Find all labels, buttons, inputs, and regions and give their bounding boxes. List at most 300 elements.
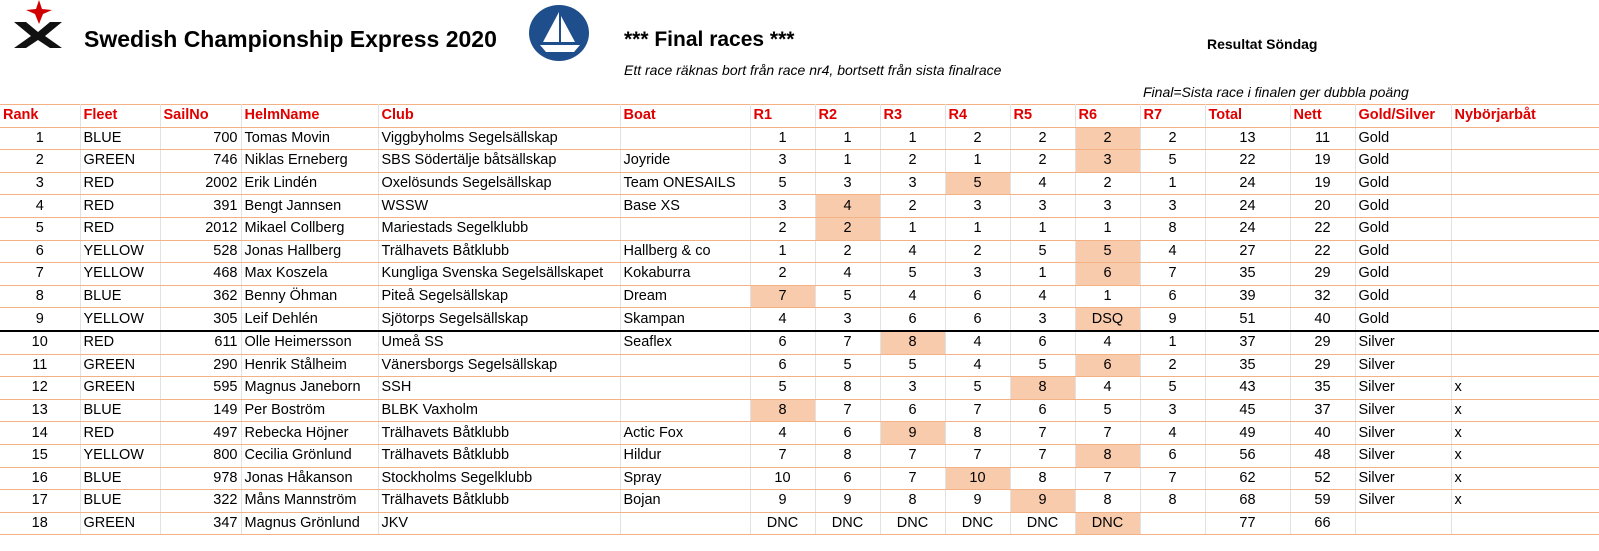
col-header-r1[interactable]: R1 (750, 105, 815, 128)
cell-helmname[interactable]: Max Koszela (241, 263, 378, 286)
cell-total[interactable]: 39 (1205, 285, 1290, 308)
cell-gold-silver[interactable]: Gold (1355, 195, 1451, 218)
cell-r4[interactable]: DNC (945, 512, 1010, 535)
cell-total[interactable]: 13 (1205, 127, 1290, 150)
cell-total[interactable]: 24 (1205, 217, 1290, 240)
cell-nyborjarbat[interactable] (1451, 354, 1599, 377)
col-header-rank[interactable]: Rank (0, 105, 80, 128)
cell-r5[interactable]: 4 (1010, 285, 1075, 308)
cell-nett[interactable]: 48 (1290, 444, 1355, 467)
cell-club[interactable]: JKV (378, 512, 620, 535)
cell-boat[interactable]: Seaflex (620, 331, 750, 354)
cell-r7[interactable]: 2 (1140, 354, 1205, 377)
cell-sailno[interactable]: 2012 (160, 217, 241, 240)
cell-rank[interactable]: 13 (0, 399, 80, 422)
cell-rank[interactable]: 3 (0, 172, 80, 195)
cell-r2[interactable]: 4 (815, 195, 880, 218)
cell-r2[interactable]: 9 (815, 490, 880, 513)
cell-r4[interactable]: 1 (945, 217, 1010, 240)
cell-r7[interactable]: 3 (1140, 399, 1205, 422)
cell-total[interactable]: 68 (1205, 490, 1290, 513)
cell-r3[interactable]: 8 (880, 490, 945, 513)
cell-r4[interactable]: 1 (945, 150, 1010, 173)
cell-helmname[interactable]: Tomas Movin (241, 127, 378, 150)
cell-boat[interactable]: Team ONESAILS (620, 172, 750, 195)
cell-gold-silver[interactable]: Gold (1355, 217, 1451, 240)
cell-nett[interactable]: 29 (1290, 354, 1355, 377)
cell-rank[interactable]: 16 (0, 467, 80, 490)
cell-r2[interactable]: 3 (815, 172, 880, 195)
cell-r4[interactable]: 6 (945, 285, 1010, 308)
cell-r3[interactable]: 6 (880, 399, 945, 422)
cell-r7[interactable]: 8 (1140, 490, 1205, 513)
cell-helmname[interactable]: Magnus Grönlund (241, 512, 378, 535)
cell-r5[interactable]: 2 (1010, 150, 1075, 173)
cell-nyborjarbat[interactable] (1451, 172, 1599, 195)
cell-rank[interactable]: 14 (0, 422, 80, 445)
cell-fleet[interactable]: YELLOW (80, 263, 160, 286)
cell-r4[interactable]: 4 (945, 354, 1010, 377)
cell-fleet[interactable]: GREEN (80, 512, 160, 535)
cell-nyborjarbat[interactable] (1451, 308, 1599, 331)
cell-nyborjarbat[interactable] (1451, 150, 1599, 173)
cell-total[interactable]: 62 (1205, 467, 1290, 490)
cell-sailno[interactable]: 391 (160, 195, 241, 218)
cell-r1[interactable]: 3 (750, 195, 815, 218)
col-header-nett[interactable]: Nett (1290, 105, 1355, 128)
cell-r4[interactable]: 8 (945, 422, 1010, 445)
cell-fleet[interactable]: RED (80, 172, 160, 195)
cell-total[interactable]: 77 (1205, 512, 1290, 535)
cell-boat[interactable]: Hallberg & co (620, 240, 750, 263)
cell-rank[interactable]: 1 (0, 127, 80, 150)
cell-helmname[interactable]: Rebecka Höjner (241, 422, 378, 445)
cell-sailno[interactable]: 322 (160, 490, 241, 513)
cell-helmname[interactable]: Jonas Håkanson (241, 467, 378, 490)
col-header-r6[interactable]: R6 (1075, 105, 1140, 128)
cell-club[interactable]: Trälhavets Båtklubb (378, 490, 620, 513)
cell-nyborjarbat[interactable] (1451, 331, 1599, 354)
cell-r7[interactable]: 4 (1140, 240, 1205, 263)
cell-r7[interactable]: 8 (1140, 217, 1205, 240)
cell-nett[interactable]: 29 (1290, 263, 1355, 286)
cell-total[interactable]: 51 (1205, 308, 1290, 331)
cell-r2[interactable]: 7 (815, 331, 880, 354)
cell-r5[interactable]: 8 (1010, 377, 1075, 400)
cell-r3[interactable]: 8 (880, 331, 945, 354)
cell-sailno[interactable]: 2002 (160, 172, 241, 195)
cell-total[interactable]: 22 (1205, 150, 1290, 173)
cell-sailno[interactable]: 746 (160, 150, 241, 173)
cell-gold-silver[interactable]: Silver (1355, 354, 1451, 377)
cell-nyborjarbat[interactable]: x (1451, 422, 1599, 445)
cell-r2[interactable]: 8 (815, 444, 880, 467)
cell-r4[interactable]: 5 (945, 172, 1010, 195)
cell-r5[interactable]: 7 (1010, 422, 1075, 445)
cell-r3[interactable]: 3 (880, 172, 945, 195)
cell-helmname[interactable]: Henrik Stålheim (241, 354, 378, 377)
cell-sailno[interactable]: 611 (160, 331, 241, 354)
cell-rank[interactable]: 6 (0, 240, 80, 263)
cell-nett[interactable]: 59 (1290, 490, 1355, 513)
cell-r2[interactable]: 2 (815, 217, 880, 240)
cell-nyborjarbat[interactable]: x (1451, 490, 1599, 513)
cell-r2[interactable]: 1 (815, 150, 880, 173)
cell-r5[interactable]: 2 (1010, 127, 1075, 150)
cell-r1[interactable]: 1 (750, 240, 815, 263)
cell-total[interactable]: 43 (1205, 377, 1290, 400)
cell-boat[interactable]: Kokaburra (620, 263, 750, 286)
col-header-gold-silver[interactable]: Gold/Silver (1355, 105, 1451, 128)
cell-gold-silver[interactable]: Silver (1355, 490, 1451, 513)
cell-club[interactable]: Stockholms Segelklubb (378, 467, 620, 490)
col-header-r4[interactable]: R4 (945, 105, 1010, 128)
cell-r5[interactable]: 1 (1010, 263, 1075, 286)
cell-r1[interactable]: 7 (750, 285, 815, 308)
cell-sailno[interactable]: 347 (160, 512, 241, 535)
cell-club[interactable]: SSH (378, 377, 620, 400)
cell-nett[interactable]: 19 (1290, 172, 1355, 195)
cell-nett[interactable]: 37 (1290, 399, 1355, 422)
cell-helmname[interactable]: Jonas Hallberg (241, 240, 378, 263)
cell-r5[interactable]: 6 (1010, 331, 1075, 354)
cell-r4[interactable]: 2 (945, 240, 1010, 263)
cell-r3[interactable]: 2 (880, 150, 945, 173)
cell-sailno[interactable]: 468 (160, 263, 241, 286)
cell-fleet[interactable]: BLUE (80, 467, 160, 490)
cell-rank[interactable]: 17 (0, 490, 80, 513)
cell-boat[interactable]: Actic Fox (620, 422, 750, 445)
cell-gold-silver[interactable]: Gold (1355, 127, 1451, 150)
cell-fleet[interactable]: BLUE (80, 127, 160, 150)
cell-helmname[interactable]: Benny Öhman (241, 285, 378, 308)
cell-r4[interactable]: 3 (945, 195, 1010, 218)
cell-helmname[interactable]: Mikael Collberg (241, 217, 378, 240)
cell-r7[interactable]: 7 (1140, 263, 1205, 286)
cell-rank[interactable]: 4 (0, 195, 80, 218)
cell-r5[interactable]: 8 (1010, 467, 1075, 490)
cell-r7[interactable]: 6 (1140, 444, 1205, 467)
cell-total[interactable]: 37 (1205, 331, 1290, 354)
cell-gold-silver[interactable]: Silver (1355, 377, 1451, 400)
cell-gold-silver[interactable]: Silver (1355, 399, 1451, 422)
cell-r6[interactable]: 1 (1075, 285, 1140, 308)
cell-gold-silver[interactable]: Silver (1355, 422, 1451, 445)
cell-helmname[interactable]: Olle Heimersson (241, 331, 378, 354)
cell-r3[interactable]: 1 (880, 127, 945, 150)
cell-nyborjarbat[interactable] (1451, 195, 1599, 218)
cell-rank[interactable]: 7 (0, 263, 80, 286)
cell-r2[interactable]: 6 (815, 467, 880, 490)
cell-helmname[interactable]: Måns Mannström (241, 490, 378, 513)
cell-nett[interactable]: 40 (1290, 422, 1355, 445)
col-header-r7[interactable]: R7 (1140, 105, 1205, 128)
cell-sailno[interactable]: 800 (160, 444, 241, 467)
cell-gold-silver[interactable]: Gold (1355, 285, 1451, 308)
col-header-club[interactable]: Club (378, 105, 620, 128)
cell-r6[interactable]: 6 (1075, 354, 1140, 377)
cell-gold-silver[interactable]: Gold (1355, 263, 1451, 286)
cell-nyborjarbat[interactable] (1451, 512, 1599, 535)
cell-sailno[interactable]: 497 (160, 422, 241, 445)
cell-sailno[interactable]: 362 (160, 285, 241, 308)
cell-r6[interactable]: 2 (1075, 127, 1140, 150)
cell-nett[interactable]: 32 (1290, 285, 1355, 308)
cell-boat[interactable] (620, 217, 750, 240)
col-header-boat[interactable]: Boat (620, 105, 750, 128)
cell-r2[interactable]: 7 (815, 399, 880, 422)
cell-r1[interactable]: 2 (750, 217, 815, 240)
cell-nyborjarbat[interactable] (1451, 240, 1599, 263)
cell-r7[interactable] (1140, 512, 1205, 535)
cell-r4[interactable]: 10 (945, 467, 1010, 490)
col-header-r2[interactable]: R2 (815, 105, 880, 128)
cell-rank[interactable]: 5 (0, 217, 80, 240)
cell-r3[interactable]: DNC (880, 512, 945, 535)
cell-fleet[interactable]: GREEN (80, 354, 160, 377)
cell-nett[interactable]: 40 (1290, 308, 1355, 331)
cell-fleet[interactable]: RED (80, 217, 160, 240)
cell-boat[interactable]: Hildur (620, 444, 750, 467)
cell-r7[interactable]: 3 (1140, 195, 1205, 218)
cell-r4[interactable]: 5 (945, 377, 1010, 400)
cell-r6[interactable]: 3 (1075, 150, 1140, 173)
cell-r4[interactable]: 2 (945, 127, 1010, 150)
cell-r5[interactable]: 7 (1010, 444, 1075, 467)
cell-r3[interactable]: 5 (880, 354, 945, 377)
cell-club[interactable]: Piteå Segelsällskap (378, 285, 620, 308)
cell-r6[interactable]: 5 (1075, 399, 1140, 422)
cell-r6[interactable]: 3 (1075, 195, 1140, 218)
cell-club[interactable]: Kungliga Svenska Segelsällskapet (378, 263, 620, 286)
cell-r6[interactable]: 4 (1075, 377, 1140, 400)
cell-fleet[interactable]: RED (80, 195, 160, 218)
cell-r1[interactable]: 4 (750, 308, 815, 331)
cell-total[interactable]: 49 (1205, 422, 1290, 445)
cell-gold-silver[interactable]: Gold (1355, 240, 1451, 263)
cell-r3[interactable]: 4 (880, 240, 945, 263)
cell-r5[interactable]: 9 (1010, 490, 1075, 513)
cell-fleet[interactable]: RED (80, 331, 160, 354)
cell-nett[interactable]: 11 (1290, 127, 1355, 150)
cell-nett[interactable]: 22 (1290, 240, 1355, 263)
cell-boat[interactable] (620, 377, 750, 400)
cell-r5[interactable]: 3 (1010, 195, 1075, 218)
cell-total[interactable]: 45 (1205, 399, 1290, 422)
cell-club[interactable]: Umeå SS (378, 331, 620, 354)
cell-sailno[interactable]: 978 (160, 467, 241, 490)
cell-fleet[interactable]: YELLOW (80, 308, 160, 331)
col-header-sailno[interactable]: SailNo (160, 105, 241, 128)
cell-r5[interactable]: 4 (1010, 172, 1075, 195)
cell-helmname[interactable]: Per Boström (241, 399, 378, 422)
cell-r4[interactable]: 4 (945, 331, 1010, 354)
cell-nyborjarbat[interactable] (1451, 285, 1599, 308)
cell-helmname[interactable]: Erik Lindén (241, 172, 378, 195)
cell-boat[interactable] (620, 127, 750, 150)
cell-r2[interactable]: 6 (815, 422, 880, 445)
cell-fleet[interactable]: GREEN (80, 377, 160, 400)
cell-rank[interactable]: 9 (0, 308, 80, 331)
cell-r2[interactable]: 1 (815, 127, 880, 150)
col-header-nyborjarbat[interactable]: Nybörjarbåt (1451, 105, 1599, 128)
cell-r6[interactable]: 4 (1075, 331, 1140, 354)
cell-r4[interactable]: 9 (945, 490, 1010, 513)
cell-boat[interactable]: Bojan (620, 490, 750, 513)
cell-r2[interactable]: 4 (815, 263, 880, 286)
col-header-fleet[interactable]: Fleet (80, 105, 160, 128)
cell-nyborjarbat[interactable] (1451, 127, 1599, 150)
cell-rank[interactable]: 15 (0, 444, 80, 467)
cell-sailno[interactable]: 595 (160, 377, 241, 400)
col-header-r3[interactable]: R3 (880, 105, 945, 128)
cell-r7[interactable]: 1 (1140, 172, 1205, 195)
cell-boat[interactable] (620, 354, 750, 377)
cell-club[interactable]: Viggbyholms Segelsällskap (378, 127, 620, 150)
cell-r7[interactable]: 6 (1140, 285, 1205, 308)
cell-sailno[interactable]: 305 (160, 308, 241, 331)
cell-r5[interactable]: 6 (1010, 399, 1075, 422)
cell-club[interactable]: WSSW (378, 195, 620, 218)
cell-r5[interactable]: DNC (1010, 512, 1075, 535)
cell-nyborjarbat[interactable] (1451, 263, 1599, 286)
cell-r6[interactable]: 5 (1075, 240, 1140, 263)
cell-nett[interactable]: 20 (1290, 195, 1355, 218)
cell-r3[interactable]: 1 (880, 217, 945, 240)
cell-fleet[interactable]: BLUE (80, 399, 160, 422)
cell-sailno[interactable]: 149 (160, 399, 241, 422)
cell-r1[interactable]: 2 (750, 263, 815, 286)
cell-r6[interactable]: DNC (1075, 512, 1140, 535)
cell-sailno[interactable]: 700 (160, 127, 241, 150)
cell-r1[interactable]: 5 (750, 172, 815, 195)
cell-r3[interactable]: 6 (880, 308, 945, 331)
cell-r1[interactable]: 6 (750, 331, 815, 354)
cell-r1[interactable]: 1 (750, 127, 815, 150)
cell-r7[interactable]: 5 (1140, 377, 1205, 400)
cell-boat[interactable] (620, 399, 750, 422)
cell-rank[interactable]: 18 (0, 512, 80, 535)
cell-r5[interactable]: 5 (1010, 240, 1075, 263)
cell-total[interactable]: 56 (1205, 444, 1290, 467)
cell-r3[interactable]: 7 (880, 467, 945, 490)
cell-nett[interactable]: 29 (1290, 331, 1355, 354)
cell-r7[interactable]: 2 (1140, 127, 1205, 150)
cell-boat[interactable]: Skampan (620, 308, 750, 331)
cell-boat[interactable]: Base XS (620, 195, 750, 218)
cell-nyborjarbat[interactable] (1451, 217, 1599, 240)
cell-nyborjarbat[interactable]: x (1451, 467, 1599, 490)
cell-helmname[interactable]: Bengt Jannsen (241, 195, 378, 218)
cell-r3[interactable]: 7 (880, 444, 945, 467)
cell-fleet[interactable]: GREEN (80, 150, 160, 173)
cell-gold-silver[interactable]: Gold (1355, 172, 1451, 195)
cell-r4[interactable]: 7 (945, 399, 1010, 422)
cell-r2[interactable]: 3 (815, 308, 880, 331)
cell-nyborjarbat[interactable]: x (1451, 444, 1599, 467)
cell-gold-silver[interactable]: Silver (1355, 444, 1451, 467)
cell-r4[interactable]: 3 (945, 263, 1010, 286)
cell-r1[interactable]: 4 (750, 422, 815, 445)
cell-club[interactable]: Trälhavets Båtklubb (378, 422, 620, 445)
cell-club[interactable]: Sjötorps Segelsällskap (378, 308, 620, 331)
cell-boat[interactable]: Spray (620, 467, 750, 490)
cell-gold-silver[interactable]: Gold (1355, 308, 1451, 331)
cell-r3[interactable]: 9 (880, 422, 945, 445)
cell-nett[interactable]: 66 (1290, 512, 1355, 535)
cell-r1[interactable]: DNC (750, 512, 815, 535)
cell-rank[interactable]: 10 (0, 331, 80, 354)
cell-r7[interactable]: 7 (1140, 467, 1205, 490)
cell-rank[interactable]: 12 (0, 377, 80, 400)
cell-total[interactable]: 35 (1205, 354, 1290, 377)
cell-r4[interactable]: 6 (945, 308, 1010, 331)
cell-gold-silver[interactable]: Silver (1355, 331, 1451, 354)
cell-gold-silver[interactable] (1355, 512, 1451, 535)
cell-helmname[interactable]: Cecilia Grönlund (241, 444, 378, 467)
cell-r4[interactable]: 7 (945, 444, 1010, 467)
cell-r1[interactable]: 3 (750, 150, 815, 173)
cell-total[interactable]: 27 (1205, 240, 1290, 263)
col-header-helmname[interactable]: HelmName (241, 105, 378, 128)
cell-r3[interactable]: 4 (880, 285, 945, 308)
cell-r6[interactable]: 1 (1075, 217, 1140, 240)
cell-boat[interactable]: Dream (620, 285, 750, 308)
cell-r1[interactable]: 5 (750, 377, 815, 400)
cell-helmname[interactable]: Magnus Janeborn (241, 377, 378, 400)
cell-nett[interactable]: 22 (1290, 217, 1355, 240)
cell-r2[interactable]: 8 (815, 377, 880, 400)
cell-gold-silver[interactable]: Silver (1355, 467, 1451, 490)
cell-r7[interactable]: 5 (1140, 150, 1205, 173)
cell-r1[interactable]: 9 (750, 490, 815, 513)
cell-r5[interactable]: 1 (1010, 217, 1075, 240)
cell-r1[interactable]: 10 (750, 467, 815, 490)
cell-helmname[interactable]: Niklas Erneberg (241, 150, 378, 173)
cell-fleet[interactable]: RED (80, 422, 160, 445)
cell-fleet[interactable]: YELLOW (80, 240, 160, 263)
cell-boat[interactable] (620, 512, 750, 535)
cell-nett[interactable]: 19 (1290, 150, 1355, 173)
cell-fleet[interactable]: BLUE (80, 490, 160, 513)
cell-r2[interactable]: 2 (815, 240, 880, 263)
cell-rank[interactable]: 11 (0, 354, 80, 377)
cell-club[interactable]: SBS Södertälje båtsällskap (378, 150, 620, 173)
cell-club[interactable]: BLBK Vaxholm (378, 399, 620, 422)
col-header-r5[interactable]: R5 (1010, 105, 1075, 128)
cell-nett[interactable]: 35 (1290, 377, 1355, 400)
cell-r5[interactable]: 3 (1010, 308, 1075, 331)
cell-club[interactable]: Oxelösunds Segelsällskap (378, 172, 620, 195)
cell-r7[interactable]: 9 (1140, 308, 1205, 331)
cell-club[interactable]: Mariestads Segelklubb (378, 217, 620, 240)
cell-r1[interactable]: 6 (750, 354, 815, 377)
cell-r2[interactable]: 5 (815, 354, 880, 377)
cell-boat[interactable]: Joyride (620, 150, 750, 173)
cell-total[interactable]: 24 (1205, 172, 1290, 195)
cell-r5[interactable]: 5 (1010, 354, 1075, 377)
cell-r6[interactable]: 8 (1075, 444, 1140, 467)
cell-gold-silver[interactable]: Gold (1355, 150, 1451, 173)
cell-rank[interactable]: 8 (0, 285, 80, 308)
cell-sailno[interactable]: 528 (160, 240, 241, 263)
cell-r6[interactable]: 8 (1075, 490, 1140, 513)
cell-r6[interactable]: 2 (1075, 172, 1140, 195)
cell-fleet[interactable]: YELLOW (80, 444, 160, 467)
col-header-total[interactable]: Total (1205, 105, 1290, 128)
cell-r2[interactable]: DNC (815, 512, 880, 535)
cell-r1[interactable]: 7 (750, 444, 815, 467)
